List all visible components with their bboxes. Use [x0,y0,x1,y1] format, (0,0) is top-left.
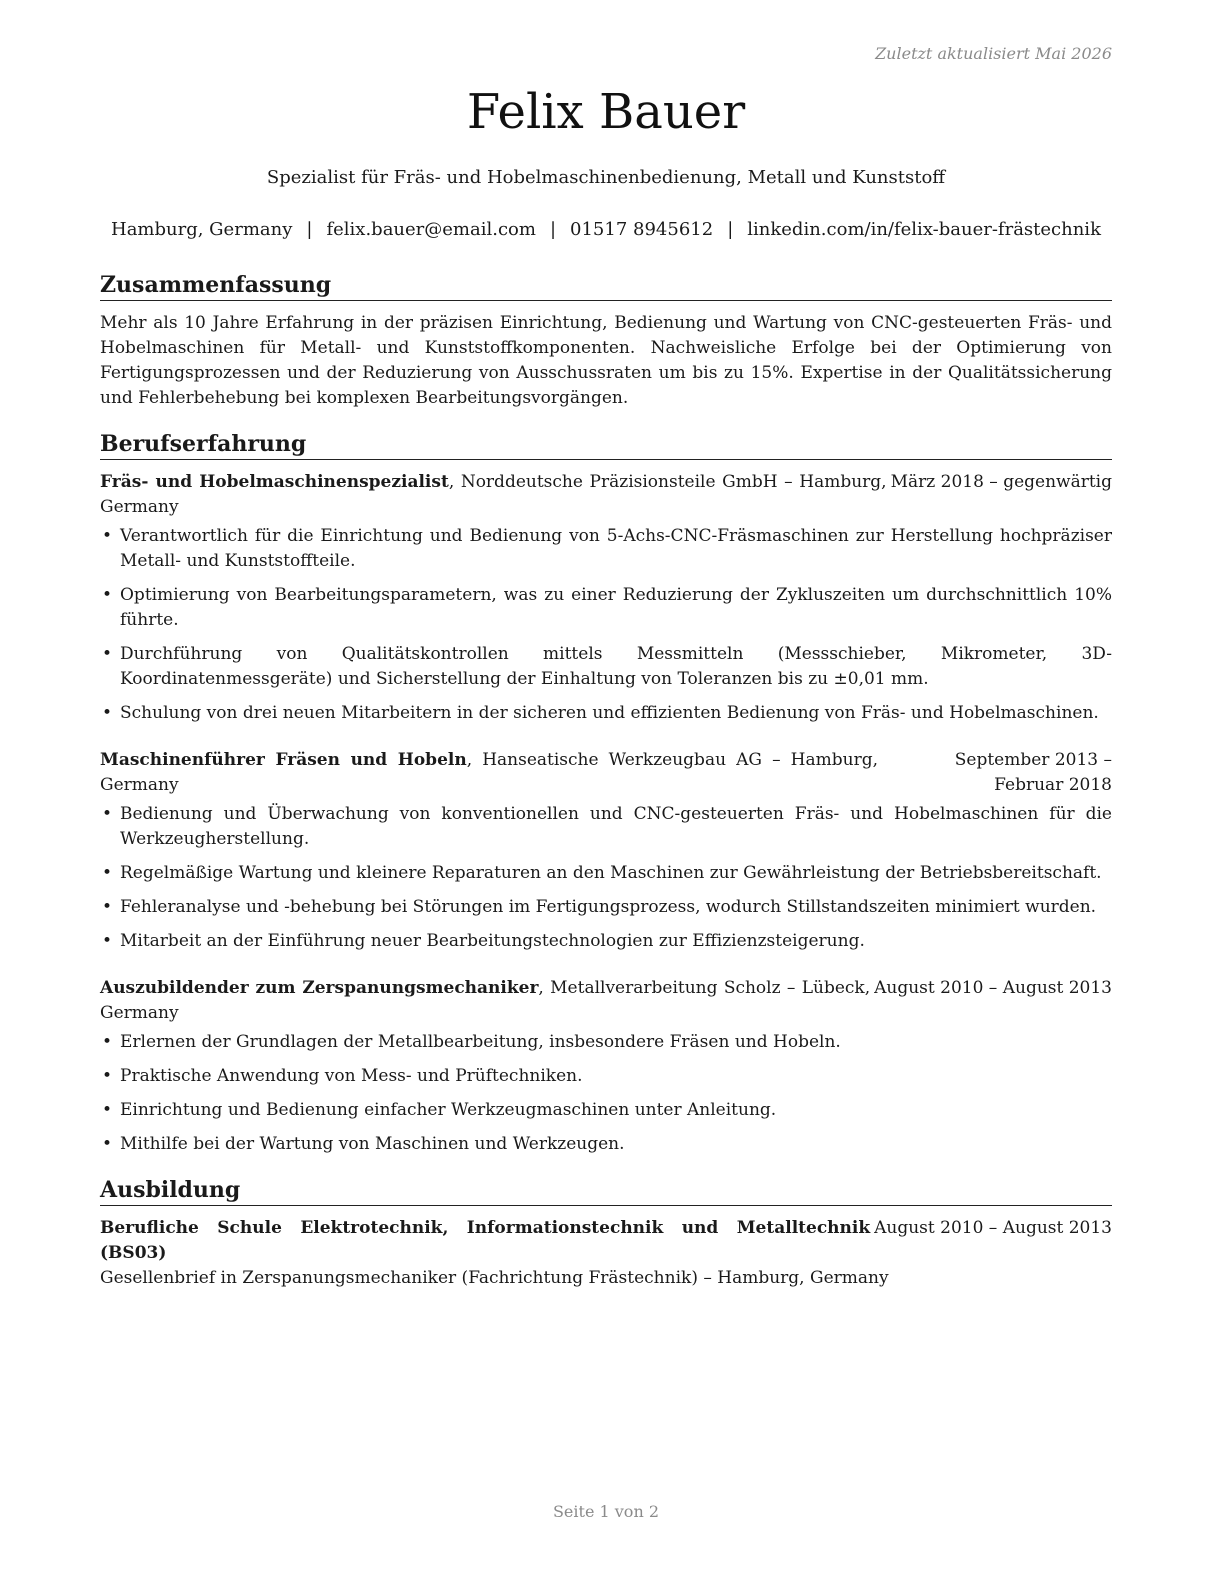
candidate-name: Felix Bauer [466,84,746,140]
page-number: Seite 1 von 2 [552,1502,660,1521]
education-header [100,1216,1112,1266]
contact-separator: | [306,219,313,240]
job-bullet: • Fehleranalyse und -behebung bei Störungen im Fertigungsprozess, wodurch Stillstandszeiten minimiert wurden. [100,895,1112,920]
headline: Spezialist für Fräs- und Hobelmaschinenbedienung, Metall und Kunststoff [266,167,946,188]
experience-heading: Berufserfahrung [100,430,1112,460]
job-bullet: • Schulung von drei neuen Mitarbeitern in der sicheren und effizienten Bedienung von Fräs- und Hobelmaschinen. [100,701,1112,726]
job-dates: März 2018 – gegenwärtig [890,472,1112,492]
experience-section [100,430,1112,1179]
contact-linkedin[interactable]: linkedin.com/in/felix-bauer-frästechnik [747,219,1101,240]
job-company: , Hanseatische Werkzeugbau AG – Hamburg, Germany [100,750,878,795]
resume-page [100,0,1112,1584]
job-company: , Metallverarbeitung Scholz – Lübeck, Germany [100,978,871,1023]
job-bullets [100,1030,1112,1157]
last-updated-note: Zuletzt aktualisiert Mai 2026 [875,44,1112,63]
job-entry [100,748,1112,954]
job-bullet: • Mithilfe bei der Wartung von Maschinen und Werkzeugen. [100,1132,1112,1157]
job-role: Maschinenführer Fräsen und Hobeln [100,750,467,770]
job-header [100,976,1112,1026]
job-bullet: • Verantwortlich für die Einrichtung und Bedienung von 5-Achs-CNC-Fräsmaschinen zur Herstellung hochpräziser Metall- und Kunststoffteile. [100,524,1112,574]
job-bullet: • Bedienung und Überwachung von konventionellen und CNC-gesteuerten Fräs- und Hobelmaschinen für die Werkzeugherstellung. [100,802,1112,852]
job-bullet: • Praktische Anwendung von Mess- und Prüftechniken. [100,1064,1112,1089]
job-bullet: • Mitarbeit an der Einführung neuer Bearbeitungstechnologien zur Effizienzsteigerung. [100,929,1112,954]
contact-location: Hamburg, Germany [111,219,293,240]
summary-text: Mehr als 10 Jahre Erfahrung in der präzisen Einrichtung, Bedienung und Wartung von CNC-gesteuerten Fräs- und Hobelmaschinen für Metall- und Kunststoffkomponenten. Nachweisliche Erfolge bei der Optimierung von Fertigungsprozessen und der Reduzierung von Ausschussraten um bis zu 15%. Expertise in der Qualitätssicherung und Fehlerbehebung bei komplexen Bearbeitungsvorgängen. [100,313,1112,408]
job-header [100,470,1112,520]
summary-heading: Zusammenfassung [100,271,1112,301]
job-company: , Norddeutsche Präzisionsteile GmbH – Hamburg, Germany [100,472,887,517]
contact-email[interactable]: felix.bauer@email.com [326,219,536,240]
education-dates: August 2010 – August 2013 [874,1218,1112,1238]
job-entry [100,470,1112,726]
education-degree: Gesellenbrief in Zerspanungsmechaniker (Fachrichtung Frästechnik) – Hamburg, Germany [100,1268,889,1288]
contact-line [100,219,1112,240]
job-bullet: • Durchführung von Qualitätskontrollen mittels Messmitteln (Messschieber, Mikrometer, 3D-Koordinatenmessgeräte) und Sicherstellung der Einhaltung von Toleranzen bis zu ±0,01 mm. [100,642,1112,692]
job-entry [100,976,1112,1157]
job-dates: August 2010 – August 2013 [874,978,1112,998]
job-dates: September 2013 – Februar 2018 [954,750,1112,795]
job-bullet: • Regelmäßige Wartung und kleinere Reparaturen an den Maschinen zur Gewährleistung der Betriebsbereitschaft. [100,861,1112,886]
job-role: Auszubildender zum Zerspanungsmechaniker [100,978,539,998]
summary-section [100,271,1112,411]
contact-phone[interactable]: 01517 8945612 [570,219,714,240]
job-bullets [100,524,1112,726]
job-bullet: • Optimierung von Bearbeitungsparametern, was zu einer Reduzierung der Zykluszeiten um durchschnittlich 10% führte. [100,583,1112,633]
education-school: Berufliche Schule Elektrotechnik, Informationstechnik und Metalltechnik (BS03) [100,1218,871,1263]
job-bullet: • Erlernen der Grundlagen der Metallbearbeitung, insbesondere Fräsen und Hobeln. [100,1030,1112,1055]
education-heading: Ausbildung [100,1176,1112,1206]
contact-separator: | [727,219,734,240]
job-bullet: • Einrichtung und Bedienung einfacher Werkzeugmaschinen unter Anleitung. [100,1098,1112,1123]
job-bullets [100,802,1112,954]
education-section [100,1176,1112,1291]
job-header [100,748,1112,798]
job-role: Fräs- und Hobelmaschinenspezialist [100,472,449,492]
contact-separator: | [549,219,557,240]
